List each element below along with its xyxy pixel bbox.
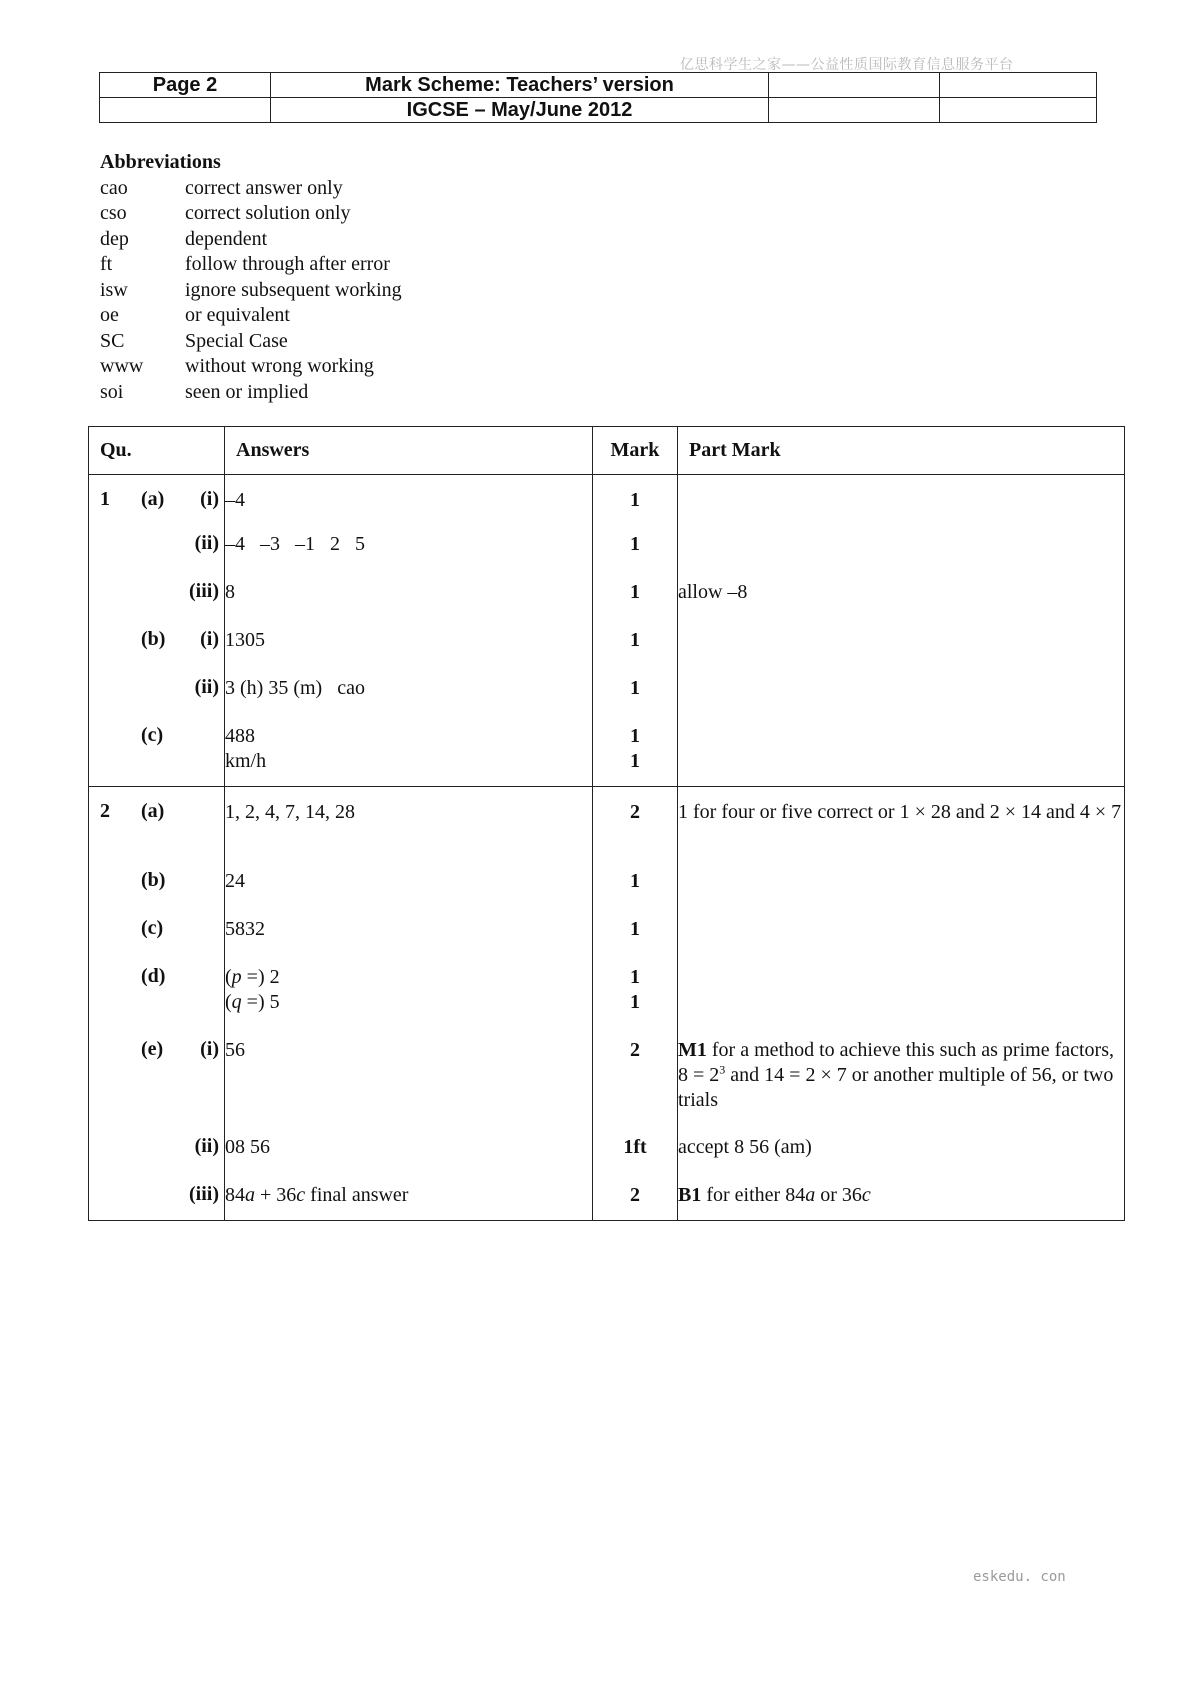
answer: 1305 bbox=[225, 629, 265, 651]
question-number: 1 bbox=[100, 488, 110, 510]
question-number: 2 bbox=[100, 800, 110, 822]
mark: 2 bbox=[630, 1184, 640, 1206]
table-header-row bbox=[89, 427, 1125, 475]
table-row bbox=[89, 475, 1125, 524]
header-blank-2 bbox=[940, 73, 1097, 98]
answer-value: =) 5 bbox=[241, 991, 280, 1013]
answer bbox=[225, 1183, 592, 1208]
table-row bbox=[89, 667, 1125, 715]
mark: 1 bbox=[630, 581, 640, 603]
abbr-meaning: dependent bbox=[185, 227, 268, 250]
abbr-row bbox=[100, 176, 402, 202]
mark: 2 bbox=[630, 1039, 640, 1061]
mark-line-2: 1 bbox=[630, 991, 640, 1013]
mark: 1 bbox=[630, 966, 640, 988]
question-part: (e) bbox=[141, 1038, 164, 1060]
answer: 5832 bbox=[225, 918, 265, 940]
answer-line-2 bbox=[225, 990, 592, 1015]
answer-coef: 84 bbox=[225, 1184, 245, 1206]
table-row bbox=[89, 523, 1125, 571]
b-mark-label: B1 bbox=[678, 1184, 702, 1206]
abbr-meaning: correct solution only bbox=[185, 202, 351, 224]
table-row bbox=[89, 1029, 1125, 1126]
question-part: (d) bbox=[141, 965, 166, 987]
question-subpart: (iii) bbox=[189, 1183, 219, 1205]
mark: 1ft bbox=[623, 1136, 647, 1158]
abbr-meaning: Special Case bbox=[185, 329, 288, 352]
header-blank-1 bbox=[769, 73, 940, 98]
part-mark bbox=[678, 724, 1124, 749]
question-part: (c) bbox=[141, 724, 164, 746]
abbr-code: cao bbox=[100, 176, 128, 199]
answer: –4 –3 –1 2 5 bbox=[225, 533, 365, 555]
abbr-row bbox=[100, 252, 402, 278]
page-number: Page 2 bbox=[100, 73, 271, 98]
answer: 1, 2, 4, 7, 14, 28 bbox=[225, 801, 355, 823]
part-mark bbox=[678, 628, 1124, 653]
mark-line-2: 1 bbox=[630, 750, 640, 772]
question-part: (b) bbox=[141, 628, 166, 650]
abbreviations-title: Abbreviations bbox=[100, 151, 221, 173]
answer: 8 bbox=[225, 581, 235, 603]
header-exam: IGCSE – May/June 2012 bbox=[271, 98, 769, 123]
question-subpart: (i) bbox=[200, 628, 219, 650]
abbr-row bbox=[100, 278, 402, 304]
variable-c: c bbox=[296, 1184, 306, 1206]
table-row bbox=[89, 1126, 1125, 1174]
question-subpart: (i) bbox=[200, 1038, 219, 1060]
answer: 24 bbox=[225, 870, 245, 892]
mark: 1 bbox=[630, 629, 640, 651]
part-mark-text: for either 84 bbox=[701, 1184, 806, 1206]
answer: 08 56 bbox=[225, 1136, 270, 1158]
part-mark bbox=[678, 488, 1124, 513]
answer: 3 (h) 35 (m) cao bbox=[225, 677, 365, 699]
abbr-row bbox=[100, 329, 402, 355]
table-row bbox=[89, 908, 1125, 956]
header-part-mark: Part Mark bbox=[678, 427, 1125, 475]
abbr-meaning: or equivalent bbox=[185, 304, 290, 326]
part-mark bbox=[678, 1183, 1124, 1208]
question-subpart: (ii) bbox=[194, 676, 219, 698]
abbr-code: dep bbox=[100, 227, 129, 250]
page-header bbox=[99, 72, 1097, 123]
abbr-code: oe bbox=[100, 304, 119, 326]
answer: –4 bbox=[225, 489, 245, 511]
question-subpart: (ii) bbox=[194, 1135, 219, 1157]
question-subpart: (iii) bbox=[189, 580, 219, 602]
header-blank-3 bbox=[100, 98, 271, 123]
abbr-code: SC bbox=[100, 329, 125, 352]
part-mark: 1 for four or five correct or 1 × 28 and 2 × 14 and 4 × 7 bbox=[678, 801, 1122, 823]
part-mark bbox=[678, 532, 1124, 557]
table-row bbox=[89, 715, 1125, 787]
mark: 1 bbox=[630, 918, 640, 940]
table-row bbox=[89, 571, 1125, 619]
question-part: (b) bbox=[141, 869, 166, 891]
question-part: (a) bbox=[141, 488, 165, 510]
question-subpart: (i) bbox=[200, 488, 219, 510]
answer-paren-open: ( bbox=[225, 966, 232, 988]
header-title: Mark Scheme: Teachers’ version bbox=[271, 73, 769, 98]
answer-value: =) 2 bbox=[241, 966, 280, 988]
answer: 56 bbox=[225, 1039, 245, 1061]
abbr-code: cso bbox=[100, 202, 127, 224]
part-mark bbox=[678, 965, 1124, 990]
header-blank-5 bbox=[940, 98, 1097, 123]
mark-scheme-table bbox=[88, 426, 1125, 1221]
abbr-code: isw bbox=[100, 278, 128, 301]
part-mark bbox=[678, 917, 1124, 942]
mark: 1 bbox=[630, 489, 640, 511]
variable-a: a bbox=[245, 1184, 255, 1206]
header-qu: Qu. bbox=[89, 427, 225, 475]
part-mark: allow –8 bbox=[678, 581, 748, 603]
abbr-row bbox=[100, 380, 402, 406]
header-blank-4 bbox=[769, 98, 940, 123]
part-mark-text: or 36 bbox=[815, 1184, 862, 1206]
mark: 1 bbox=[630, 677, 640, 699]
header-answers: Answers bbox=[225, 427, 593, 475]
variable-p: p bbox=[231, 966, 242, 988]
answer: 488 bbox=[225, 725, 255, 747]
mark: 1 bbox=[630, 870, 640, 892]
abbr-meaning: ignore subsequent working bbox=[185, 278, 402, 301]
variable-a: a bbox=[805, 1184, 816, 1206]
part-mark: accept 8 56 (am) bbox=[678, 1136, 812, 1158]
method-mark-label: M1 bbox=[678, 1039, 707, 1061]
watermark-top: 亿思科学生之家——公益性质国际教育信息服务平台 bbox=[680, 57, 1014, 73]
mark: 1 bbox=[630, 725, 640, 747]
question-part: (c) bbox=[141, 917, 164, 939]
abbr-row bbox=[100, 201, 402, 227]
abbr-row bbox=[100, 227, 402, 253]
header-mark: Mark bbox=[593, 427, 678, 475]
abbr-meaning: correct answer only bbox=[185, 176, 343, 199]
table-row bbox=[89, 1174, 1125, 1221]
variable-c: c bbox=[861, 1184, 871, 1206]
part-mark bbox=[678, 1038, 1124, 1113]
answer-suffix: final answer bbox=[305, 1184, 409, 1206]
question-subpart: (ii) bbox=[194, 532, 219, 554]
table-row bbox=[89, 619, 1125, 667]
abbreviations bbox=[100, 150, 402, 405]
watermark-bottom: eskedu. con bbox=[973, 1569, 1066, 1585]
abbr-meaning: follow through after error bbox=[185, 253, 390, 275]
mark: 1 bbox=[630, 533, 640, 555]
abbr-code: soi bbox=[100, 380, 124, 403]
part-mark bbox=[678, 869, 1124, 894]
part-mark-text-cont: and 14 = 2 × 7 or another multiple of 56, or two trials bbox=[678, 1064, 1114, 1111]
answer-line-2: km/h bbox=[225, 750, 267, 772]
part-mark-text: for a method to achieve this such as prime factors, 8 = 2 bbox=[678, 1039, 1114, 1086]
abbr-row bbox=[100, 303, 402, 329]
abbr-row bbox=[100, 354, 402, 380]
variable-q: q bbox=[231, 991, 242, 1013]
abbr-code: ft bbox=[100, 253, 113, 275]
table-row bbox=[89, 787, 1125, 861]
exponent: 3 bbox=[719, 1062, 726, 1077]
answer-paren-open: ( bbox=[225, 991, 232, 1013]
abbr-code: www bbox=[100, 355, 144, 377]
abbr-meaning: seen or implied bbox=[185, 380, 309, 403]
abbr-meaning: without wrong working bbox=[185, 355, 374, 377]
table-row bbox=[89, 860, 1125, 908]
mark: 2 bbox=[630, 801, 640, 823]
answer-coef: + 36 bbox=[255, 1184, 297, 1206]
question-part: (a) bbox=[141, 800, 165, 822]
table-row bbox=[89, 956, 1125, 1029]
part-mark bbox=[678, 676, 1124, 701]
answer bbox=[225, 965, 592, 990]
